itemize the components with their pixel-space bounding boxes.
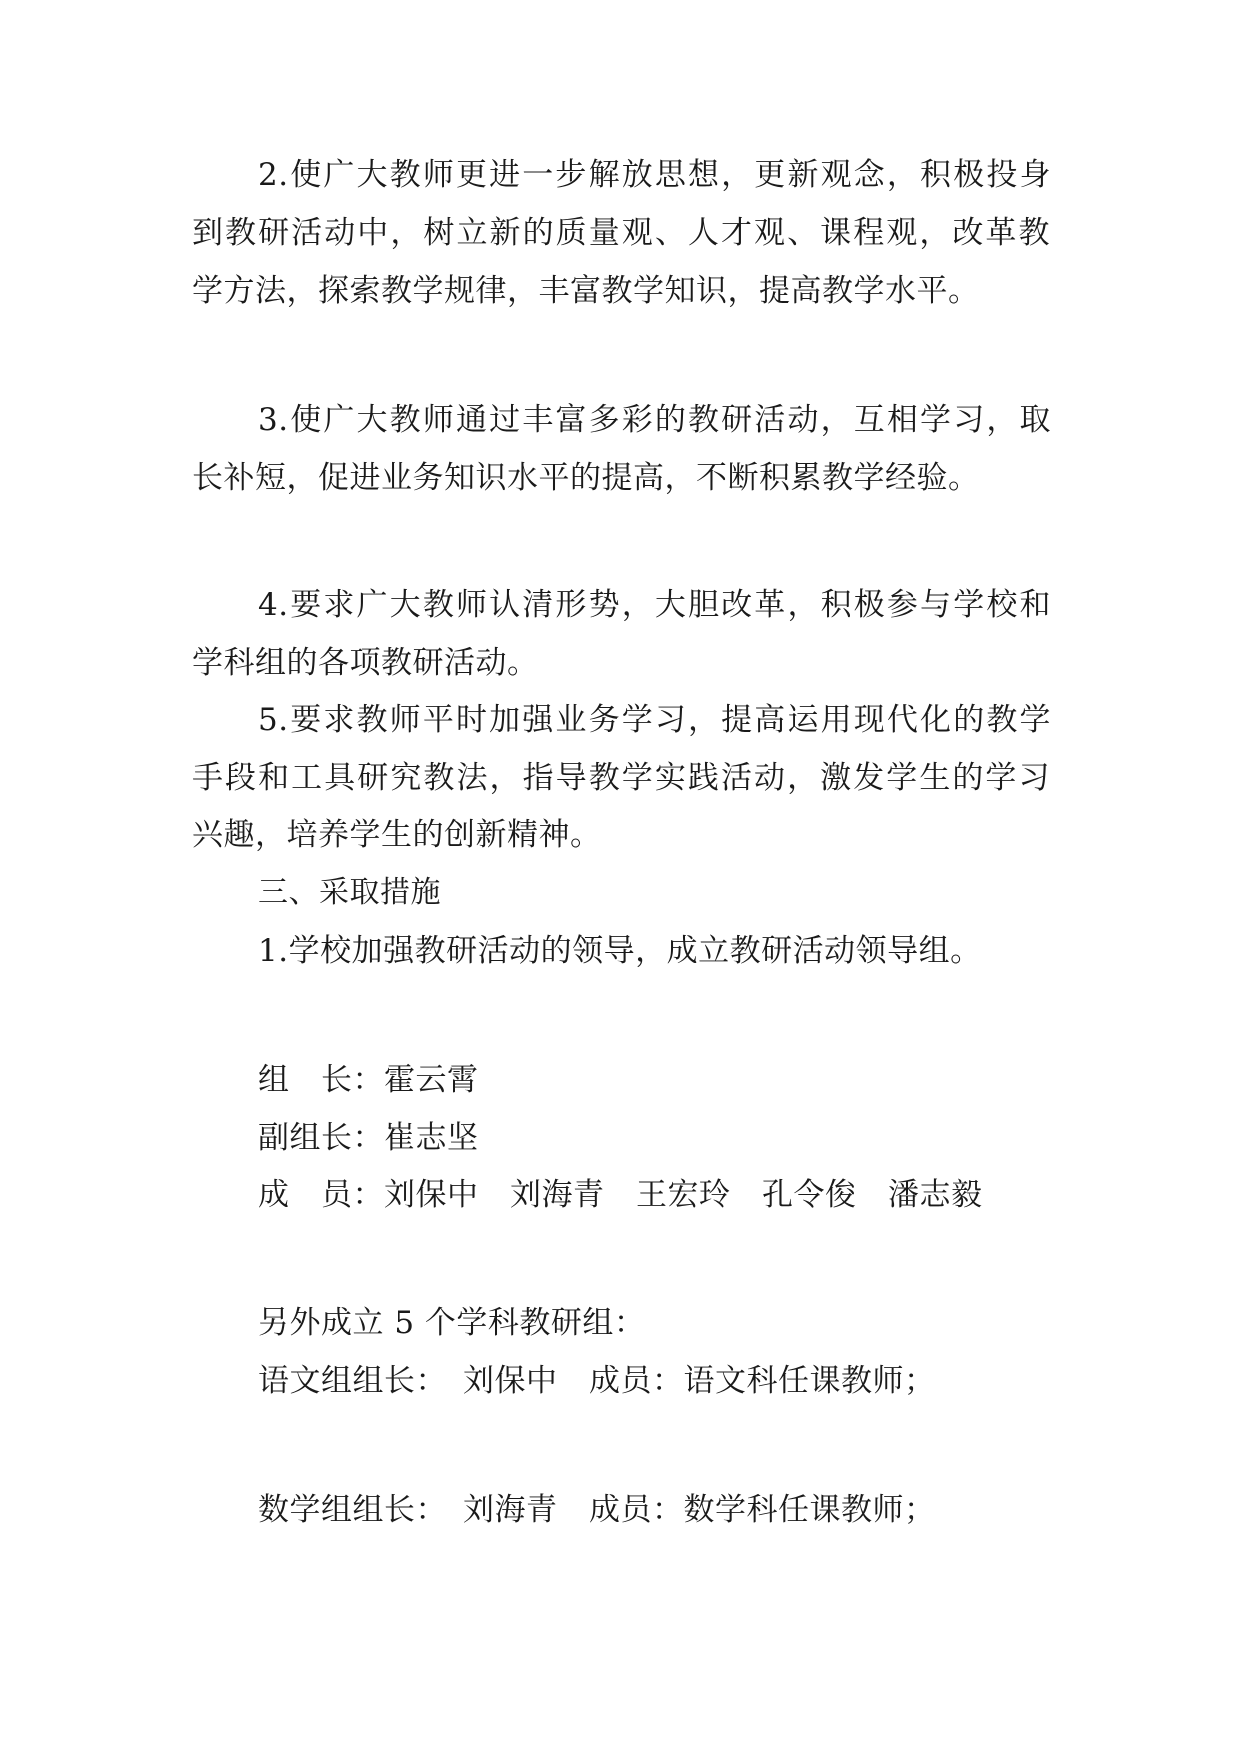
paragraph-5-line-3: 兴趣，培养学生的创新精神。: [192, 817, 602, 853]
section-heading: 三、采取措施: [258, 875, 441, 910]
chinese-group-line: 语文组组长： 刘保中 成员：语文科任课教师；: [258, 1363, 936, 1399]
paragraph-2-line-2: 到教研活动中，树立新的质量观、人才观、课程观，改革教: [192, 215, 1050, 251]
paragraph-2-line-1: 2.使广大教师更进一步解放思想，更新观念，积极投身: [258, 157, 1051, 193]
paragraph-5-line-1: 5.要求教师平时加强业务学习，提高运用现代化的教学: [258, 702, 1051, 738]
paragraph-4-line-2: 学科组的各项教研活动。: [192, 645, 539, 681]
paragraph-3-line-1: 3.使广大教师通过丰富多彩的教研活动，互相学习，取: [258, 402, 1051, 438]
math-group-line: 数学组组长： 刘海青 成员：数学科任课教师；: [258, 1492, 936, 1528]
members-line: 成 员：刘保中 刘海青 王宏玲 孔令俊 潘志毅: [258, 1177, 983, 1213]
paragraph-4-line-1: 4.要求广大教师认清形势，大胆改革，积极参与学校和: [258, 587, 1051, 623]
section-item-1: 1.学校加强教研活动的领导，成立教研活动领导组。: [258, 933, 982, 969]
paragraph-5-line-2: 手段和工具研究教法，指导教学实践活动，激发学生的学习: [192, 760, 1050, 796]
paragraph-3-line-2: 长补短，促进业务知识水平的提高，不断积累教学经验。: [192, 460, 980, 496]
leader-line: 组 长：霍云霄: [258, 1062, 479, 1098]
groups-intro: 另外成立 5 个学科教研组：: [258, 1305, 646, 1341]
paragraph-2-line-3: 学方法，探索教学规律，丰富教学知识，提高教学水平。: [192, 273, 980, 309]
deputy-leader-line: 副组长：崔志坚: [258, 1120, 479, 1156]
